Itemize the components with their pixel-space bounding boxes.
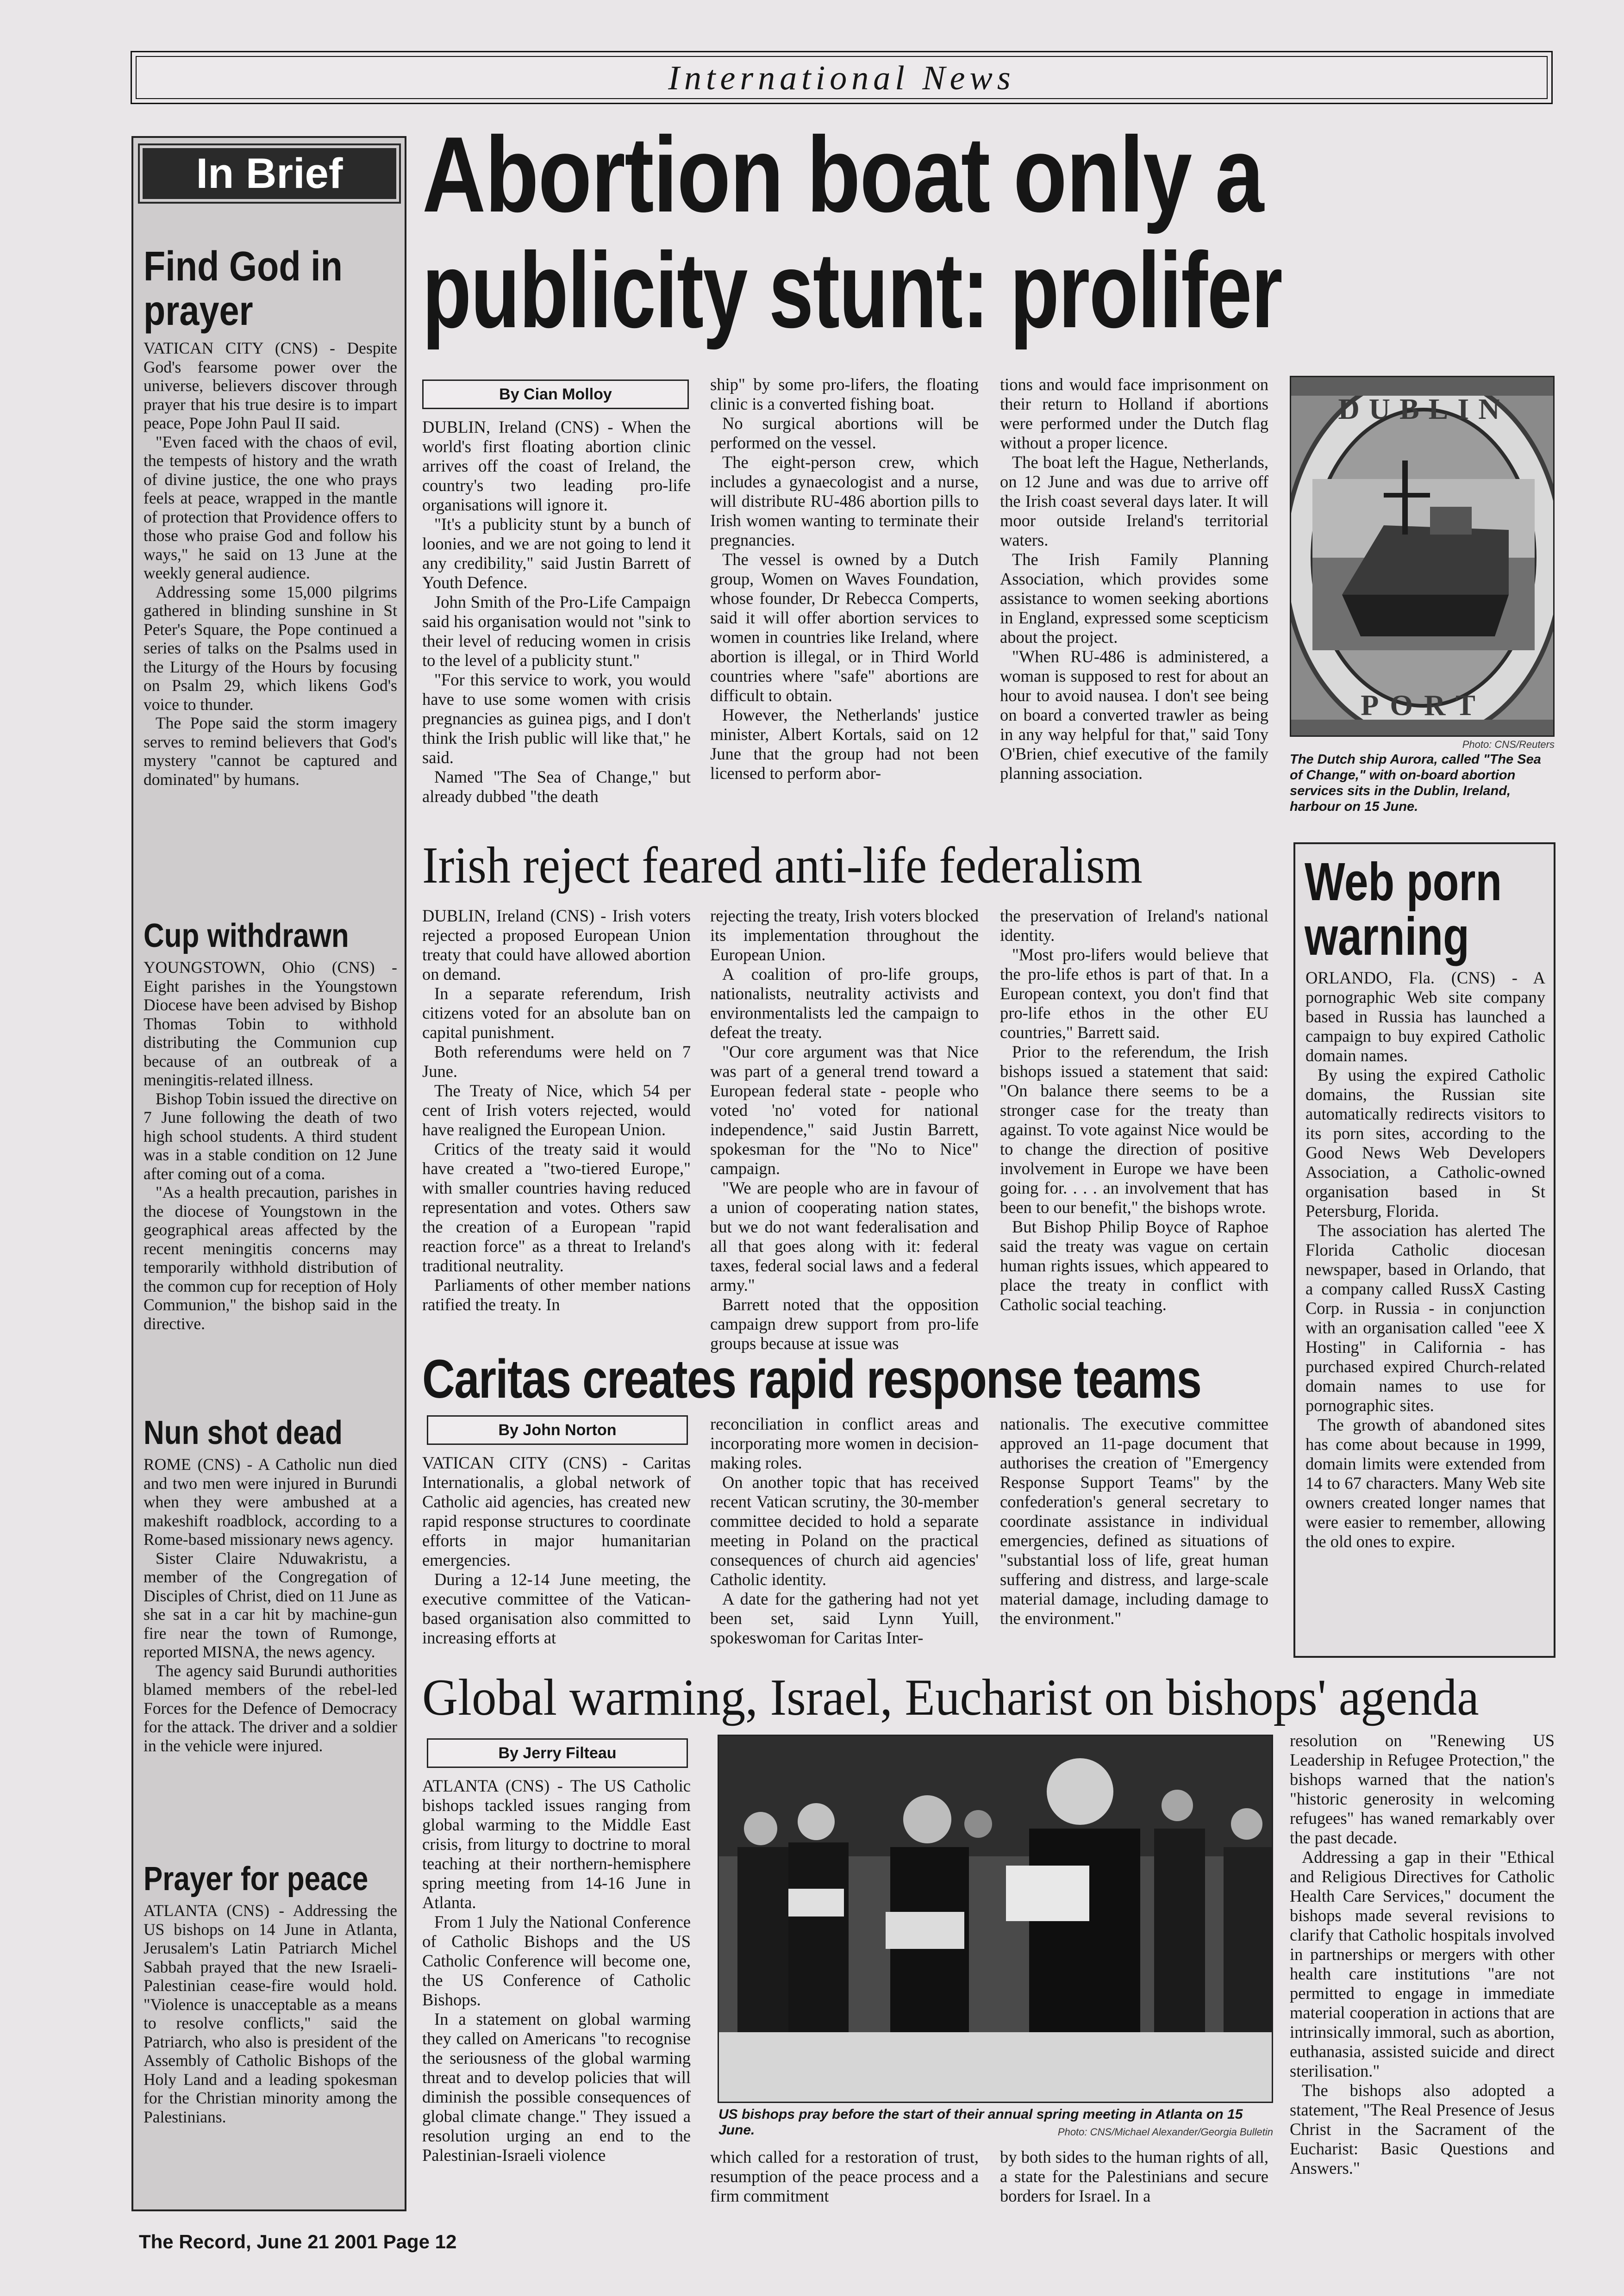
story1-byline: By Cian Molloy xyxy=(422,380,689,409)
paragraph: The eight-person crew, which includes a gynaecologist and a nurse, will distribute RU-486 abortion pills to Irish women wanting to terminate their pregnancies. xyxy=(710,453,979,549)
paragraph: Addressing some 15,000 pilgrims gathered in blinding sunshine in St Peter's Square, the Pope continued a series of talks on the Psalms used in the Liturgy of the Hours by focusing on Psalm 29, which likens God's voice to thunder. xyxy=(144,582,397,714)
paragraph: The boat left the Hague, Netherlands, on 12 June and was due to arrive off the Irish coast several days later. It will moor outside Ireland's territorial waters. xyxy=(1000,453,1268,549)
paragraph: ATLANTA (CNS) - Addressing the US bishops on 14 June in Atlanta, Jerusalem's Latin Patriarch Michel Sabbah prayed that the new Israeli-Palestinian cease-fire would hold. "Violence is unacceptable as a means to resolve conflicts," said the Patriarch, who also is president of the Assembly of Catholic Bishops of the Holy Land and a leading spokesman for the Christian minority among the Palestinians. xyxy=(144,1901,397,2126)
paragraph: Parliaments of other member nations ratified the treaty. In xyxy=(422,1276,691,1314)
paragraph: The association has alerted The Florida Catholic diocesan newspaper, based in Orlando, that a company called RussX Casting Corp. in Russia - in conjunction with an organisation called "eee X Hosting" in California - has purchased expired Church-related domain names to use for pornographic sites. xyxy=(1305,1221,1545,1415)
paragraph: Barrett noted that the opposition campaign drew support from pro-life groups because at issue was xyxy=(710,1295,979,1353)
story5-caption: US bishops pray before the start of their annual spring meeting in Atlanta on 15 June. xyxy=(718,2107,1243,2138)
brief-title: Cup withdrawn xyxy=(144,917,349,954)
story5-headline: Global warming, Israel, Eucharist on bishops' agenda xyxy=(422,1669,1479,1726)
page-footer: The Record, June 21 2001 Page 12 xyxy=(139,2231,457,2252)
story1-headline-line2: publicity stunt: prolifer xyxy=(422,230,1282,350)
paragraph: VATICAN CITY (CNS) - Caritas Internationalis, a global network of Catholic aid agencies, has created new rapid response structures to coordinate efforts in major humanitarian emergencies. xyxy=(422,1453,691,1569)
paragraph: DUBLIN, Ireland (CNS) - Irish voters rejected a proposed European Union treaty that could have allowed abortion on demand. xyxy=(422,906,691,983)
paragraph: tions and would face imprisonment on their return to Holland if abortions were performed under the Dutch flag without a proper licence. xyxy=(1000,375,1268,452)
story5-photo-credit: Photo: CNS/Michael Alexander/Georgia Bulletin xyxy=(1057,2126,1273,2138)
brief-title: Nun shot dead xyxy=(144,1414,343,1451)
paragraph: Bishop Tobin issued the directive on 7 June following the death of two high school students. A third student was in a stable condition on 12 June after coming out of a coma. xyxy=(144,1089,397,1183)
paragraph: "For this service to work, you would have to use some women with crisis pregnancies as guinea pigs, and I don't think the Irish public will like that," he said. xyxy=(422,670,691,767)
story1-col1 xyxy=(422,417,691,806)
story3-headline: Caritas creates rapid response teams xyxy=(422,1349,1201,1410)
in-brief-sidebar xyxy=(131,136,406,2211)
brief-item-nun-shot xyxy=(144,1414,397,1755)
paragraph: nationalis. The executive committee approved an 11-page document that authorises the creation of "Emergency Response Support Teams" by the confederation's general secretary to coordinate assistance in individual emergencies, defined as situations of "substantial loss of life, great human suffering and distress, and large-scale material damage, including damage to the environment." xyxy=(1000,1414,1268,1628)
paragraph: The growth of abandoned sites has come about because in 1999, domain limits were extended from 14 to 67 characters. Many Web site owners created longer names that were easier to remember, allowing the old ones to expire. xyxy=(1305,1415,1545,1551)
paragraph: From 1 July the National Conference of Catholic Bishops and the US Catholic Conference will become one, the US Conference of Catholic Bishops. xyxy=(422,1912,691,2009)
paragraph: The Treaty of Nice, which 54 per cent of Irish voters rejected, would have realigned the European Union. xyxy=(422,1081,691,1139)
paragraph: During a 12-14 June meeting, the executive committee of the Vatican-based organisation also committed to increasing efforts at xyxy=(422,1570,691,1647)
story2-col3 xyxy=(1000,906,1268,1314)
brief-item-prayer-peace xyxy=(144,1860,397,2126)
paragraph: John Smith of the Pro-Life Campaign said his organisation would not "sink to their level of reducing women in crisis to the level of a publicity stunt." xyxy=(422,592,691,670)
paragraph: ORLANDO, Fla. (CNS) - A pornographic Web site company based in Russia has launched a campaign to buy expired Catholic domain names. xyxy=(1305,968,1545,1065)
paragraph: The bishops also adopted a statement, "The Real Presence of Jesus Christ in the Sacrament of the Eucharist: Basic Questions and Answers." xyxy=(1290,2081,1555,2178)
section-header-bar xyxy=(131,51,1553,104)
brief-title: Prayer for peace xyxy=(144,1860,369,1898)
story1-headline-line1: Abortion boat only a xyxy=(422,115,1263,235)
paragraph: On another topic that has received recent Vatican scrutiny, the 30-member committee decided to hold a separate meeting in Poland on the practical consequences of church aid agencies' Catholic identity. xyxy=(710,1473,979,1589)
story3-col2 xyxy=(710,1414,979,1648)
paragraph: resolution on "Renewing US Leadership in Refugee Protection," the bishops warned that the nation's "historic generosity in welcoming refugees" has waned remarkably over the past decade. xyxy=(1290,1731,1555,1847)
brief-item-cup-withdrawn xyxy=(144,917,397,1333)
paragraph: In a separate referendum, Irish citizens voted for an absolute ban on capital punishment. xyxy=(422,984,691,1042)
web-porn-box xyxy=(1293,842,1555,1658)
story2-col1 xyxy=(422,906,691,1314)
paragraph: "It's a publicity stunt by a bunch of loonies, and we are not going to lend it any credibility," said Justin Barrett of Youth Defence. xyxy=(422,515,691,592)
paragraph: A coalition of pro-life groups, nationalists, neutrality activists and environmentalists led the campaign to defeat the treaty. xyxy=(710,964,979,1042)
brief-body xyxy=(144,339,397,789)
paragraph: rejecting the treaty, Irish voters blocked its implementation throughout the European Union. xyxy=(710,906,979,964)
ship-lifebuoy-photo xyxy=(1291,377,1555,737)
paragraph: ROME (CNS) - A Catholic nun died and two men were injured in Burundi when they were ambushed at a makeshift roadblock, according to a Rome-based missionary news agency. xyxy=(144,1455,397,1549)
brief-item-find-god xyxy=(144,244,397,789)
story4-body xyxy=(1305,968,1545,1551)
paragraph: reconciliation in conflict areas and incorporating more women in decision-making roles. xyxy=(710,1414,979,1472)
paragraph: Critics of the treaty said it would have created a "two-tiered Europe," with smaller countries having reduced representation and votes. Others saw the creation of a European "rapid reaction force" as a threat to Ireland's traditional neutrality. xyxy=(422,1139,691,1275)
story1-caption: The Dutch ship Aurora, called "The Sea of Change," with on-board abortion services sits in the Dublin, Ireland, harbour on 15 June. xyxy=(1290,752,1541,814)
paragraph: The Irish Family Planning Association, which provides some assistance to women seeking abortions in England, expressed some scepticism about the project. xyxy=(1000,550,1268,647)
paragraph: "We are people who are in favour of a union of cooperating nation states, but we do not want federalisation and all that goes along with it: federal taxes, federal social laws and a federal army." xyxy=(710,1178,979,1294)
paragraph: the preservation of Ireland's national identity. xyxy=(1000,906,1268,945)
paragraph: The Pope said the storm imagery serves to remind believers that God's mystery "cannot be captured and dominated" by humans. xyxy=(144,714,397,789)
paragraph: Named "The Sea of Change," but already dubbed "the death xyxy=(422,767,691,806)
story1-photo-credit: Photo: CNS/Reuters xyxy=(1462,739,1555,750)
story3-col1 xyxy=(422,1453,691,1648)
story5-byline: By Jerry Filteau xyxy=(427,1738,688,1768)
paragraph: ship" by some pro-lifers, the floating clinic is a converted fishing boat. xyxy=(710,375,979,413)
paragraph: which called for a restoration of trust, resumption of the peace process and a firm commitment xyxy=(710,2147,979,2205)
story5-col2 xyxy=(710,2147,979,2206)
paragraph: YOUNGSTOWN, Ohio (CNS) - Eight parishes in the Youngstown Diocese have been advised by Bishop Thomas Tobin to withhold distributing the Communion cup because of an outbreak of a meningitis-related illness. xyxy=(144,958,397,1089)
paragraph: "Even faced with the chaos of evil, the tempests of history and the wrath of divine justice, the one who prays feels at peace, wrapped in the mantle of protection that Providence offers to those who praise God and follow his ways," he said on 13 June at the weekly general audience. xyxy=(144,432,397,582)
lifebuoy-text-bottom: PORT xyxy=(1361,689,1487,722)
story3-col3 xyxy=(1000,1414,1268,1628)
paragraph: "When RU-486 is administered, a woman is supposed to rest for about an hour to avoid nausea. I don't see being on board a converted trawler as being in any way helpful for that," said Tony O'Brien, chief executive of the family planning association. xyxy=(1000,647,1268,783)
paragraph: VATICAN CITY (CNS) - Despite God's fearsome power over the universe, believers discover through prayer that his true desire is to impart peace, Pope John Paul II said. xyxy=(144,339,397,432)
paragraph: Sister Claire Nduwakristu, a member of the Congregation of Disciples of Christ, died on 11 June as she sat in a car hit by machine-gun fire near the town of Rumonge, reported MISNA, the news agency. xyxy=(144,1549,397,1661)
story5-col4 xyxy=(1290,1731,1555,2178)
story5-col1 xyxy=(422,1776,691,2165)
story3-byline: By John Norton xyxy=(427,1415,688,1445)
story2-col2 xyxy=(710,906,979,1353)
story1-col2 xyxy=(710,375,979,783)
bishops-praying-photo xyxy=(719,1736,1273,2103)
paragraph: "Most pro-lifers would believe that the pro-life ethos is part of that. In a European context, you don't find that pro-life ethos in the other EU countries," Barrett said. xyxy=(1000,945,1268,1042)
paragraph: A date for the gathering had not yet been set, said Lynn Yuill, spokeswoman for Caritas Inter- xyxy=(710,1589,979,1647)
brief-body xyxy=(144,1901,397,2126)
paragraph: "As a health precaution, parishes in the diocese of Youngstown in the geographical areas affected by the recent meningitis concerns may temporarily withhold distribution of the common cup for reception of Holy Communion," the bishop said in the directive. xyxy=(144,1183,397,1333)
paragraph: Both referendums were held on 7 June. xyxy=(422,1042,691,1081)
paragraph: But Bishop Philip Boyce of Raphoe said the treaty was vague on certain human rights issues, which appeared to place the treaty in conflict with Catholic social teaching. xyxy=(1000,1217,1268,1314)
brief-title: Find God in prayer xyxy=(144,243,343,334)
paragraph: However, the Netherlands' justice minister, Albert Kortals, said on 12 June that the group had not been licensed to perform abor- xyxy=(710,705,979,783)
story5-col3 xyxy=(1000,2147,1268,2206)
lifebuoy-text-top: DUBLIN xyxy=(1338,392,1509,425)
paragraph: By using the expired Catholic domains, the Russian site automatically redirects visitors to its porn sites, according to the Good News Web Developers Association, a Catholic-owned organisation based in St Petersburg, Florida. xyxy=(1305,1065,1545,1220)
paragraph: ATLANTA (CNS) - The US Catholic bishops tackled issues ranging from global warming to the Middle East crisis, from liturgy to doctrine to moral teaching at their northern-hemisphere spring meeting from 14-16 June in Atlanta. xyxy=(422,1776,691,1912)
paragraph: No surgical abortions will be performed on the vessel. xyxy=(710,414,979,452)
paragraph: In a statement on global warming they called on Americans "to recognise the seriousness of the global warming threat and to develop policies that will diminish the possible consequences of global climate change." They issued a resolution urging an end to the Palestinian-Israeli violence xyxy=(422,2010,691,2165)
in-brief-label: In Brief xyxy=(143,148,396,199)
story4-headline: Web porn warning xyxy=(1305,852,1502,966)
brief-body xyxy=(144,958,397,1333)
paragraph: DUBLIN, Ireland (CNS) - When the world's first floating abortion clinic arrives off the coast of Ireland, the country's two leading pro-life organisations will ignore it. xyxy=(422,417,691,514)
paragraph: Prior to the referendum, the Irish bishops issued a statement that said: "On balance there seems to be a stronger case for the treaty than against. To vote against Nice would be to change the direction of positive involvement in Europe we have been going for. . . . an involvement that has been to our benefit," the bishops wrote. xyxy=(1000,1042,1268,1217)
paragraph: Addressing a gap in their "Ethical and Religious Directives for Catholic Health Care Services," document the bishops made several revisions to clarify that Catholic hospitals involved in partnerships or mergers with other health care institutions "are not permitted to engage in immediate material cooperation in actions that are intrinsically immoral, such as abortion, euthanasia, assisted suicide and direct sterilisation." xyxy=(1290,1848,1555,2080)
story2-headline: Irish reject feared anti-life federalism xyxy=(422,837,1143,894)
brief-body xyxy=(144,1455,397,1755)
story1-col3 xyxy=(1000,375,1268,783)
paragraph: The vessel is owned by a Dutch group, Women on Waves Foundation, whose founder, Dr Rebecca Comperts, said it will offer abortion services to women in countries like Ireland, where abortion is illegal, or in Third World countries where "safe" abortions are difficult to obtain. xyxy=(710,550,979,705)
paragraph: The agency said Burundi authorities blamed members of the rebel-led Forces for the Defence of Democracy for the attack. The driver and a soldier in the vehicle were injured. xyxy=(144,1661,397,1755)
paragraph: by both sides to the human rights of all, a state for the Palestinians and secure borders for Israel. In a xyxy=(1000,2147,1268,2205)
paragraph: "Our core argument was that Nice was part of a general trend toward a European federal state - people who voted 'no' voted for national independence," said Justin Barrett, spokesman for the "No to Nice" campaign. xyxy=(710,1042,979,1178)
story1-photo xyxy=(1290,376,1555,737)
section-title: International News xyxy=(668,59,1015,97)
story5-photo xyxy=(718,1735,1273,2103)
